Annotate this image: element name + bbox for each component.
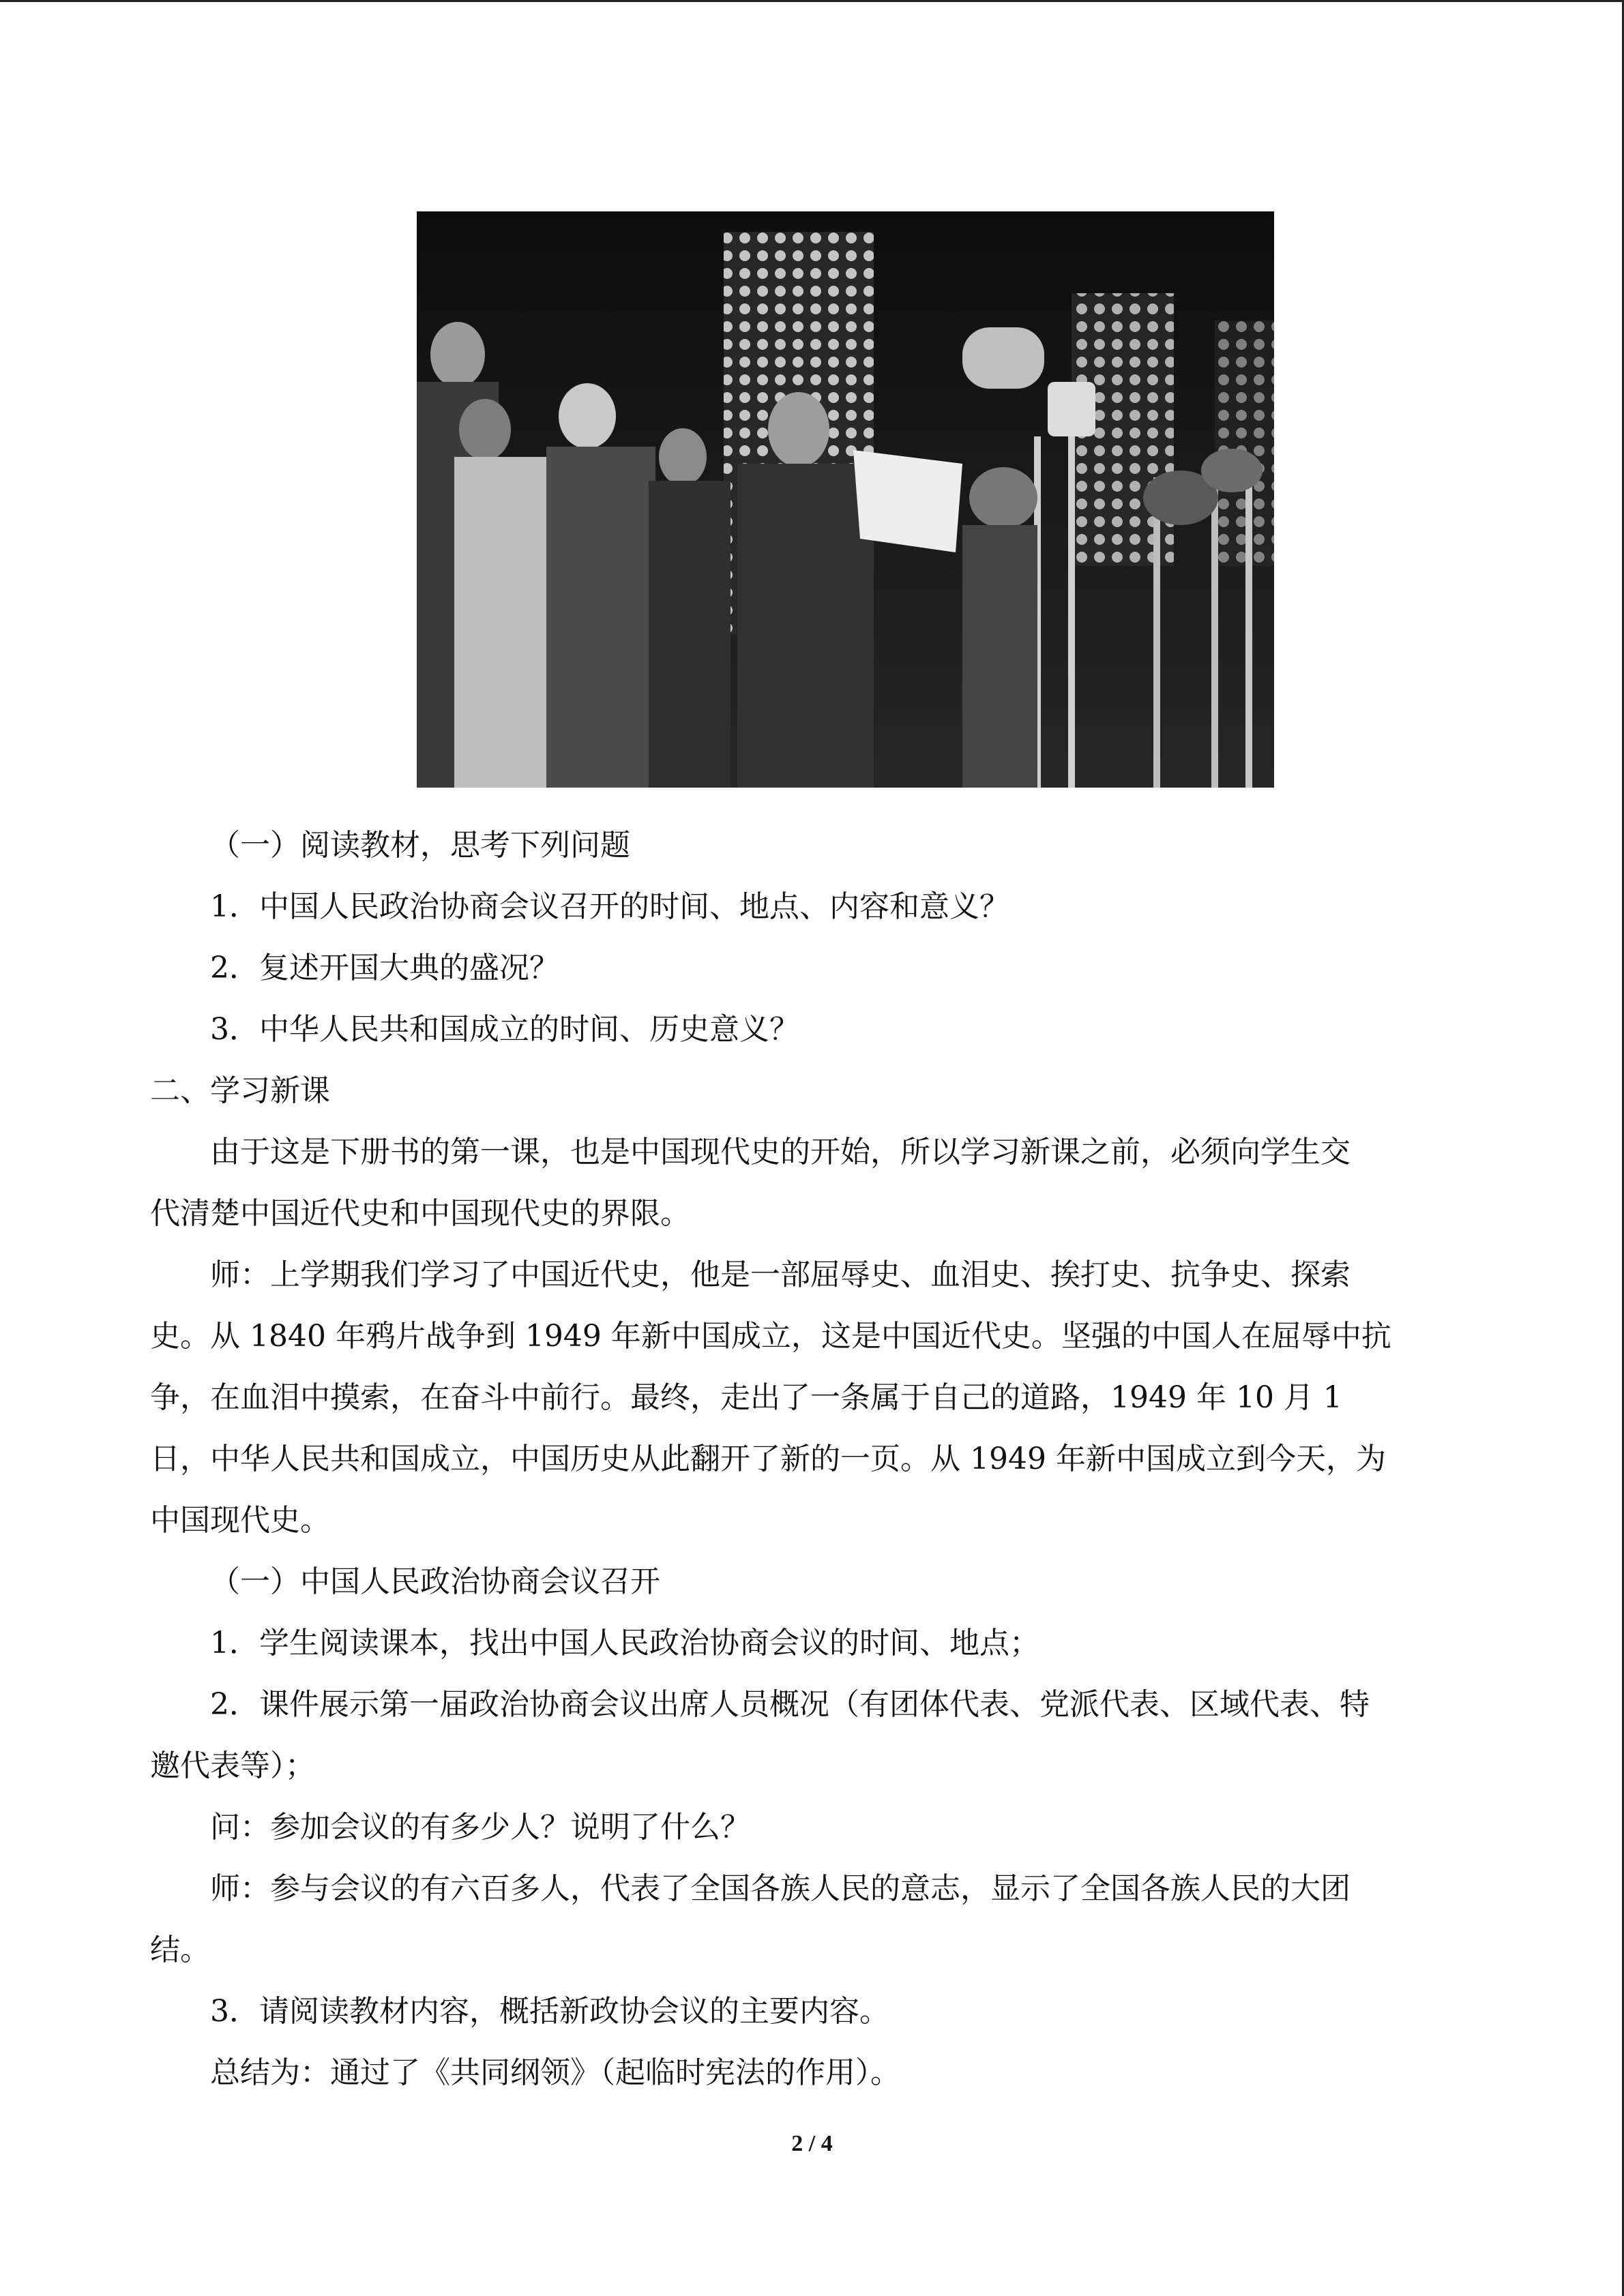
paragraph-line: 由于这是下册书的第一课，也是中国现代史的开始，所以学习新课之前，必须向学生交 [210,1135,1350,1169]
question-item: 1．中国人民政治协商会议召开的时间、地点、内容和意义？ [210,889,1009,924]
summary-line: 总结为：通过了《共同纲领》（起临时宪法的作用）。 [210,2055,900,2090]
paragraph-line: 邀代表等）； [150,1748,315,1783]
answer-line: 师：参与会议的有六百多人，代表了全国各族人民的意志，显示了全国各族人民的大团 [210,1871,1350,1906]
section-heading-new-lesson: 二、学习新课 [150,1073,330,1108]
paragraph-line: 结。 [150,1933,210,1967]
paragraph-line: 史。从 1840 年鸦片战争到 1949 年新中国成立，这是中国近代史。坚强的中国人在屈辱中抗 [150,1319,1391,1354]
list-item: 3．请阅读教材内容，概括新政协会议的主要内容。 [210,1994,889,2029]
subheading-cppcc: （一）中国人民政治协商会议召开 [210,1564,660,1599]
paragraph-line: 争，在血泪中摸索，在奋斗中前行。最终，走出了一条属于自己的道路，1949 年 10 月 1 [150,1380,1342,1415]
document-body [150,815,1473,2104]
page-number: 2 / 4 [791,2131,833,2156]
question-line: 问：参加会议的有多少人？说明了什么？ [210,1810,750,1845]
paragraph-line: 日，中华人民共和国成立，中国历史从此翻开了新的一页。从 1949 年新中国成立到今天，为 [150,1442,1386,1476]
question-item: 3．中华人民共和国成立的时间、历史意义？ [210,1012,799,1047]
founding-ceremony-photo [417,211,1274,788]
list-item: 1．学生阅读课本，找出中国人民政治协商会议的时间、地点； [210,1626,1039,1660]
list-item: 2．课件展示第一届政治协商会议出席人员概况（有团体代表、党派代表、区域代表、特 [210,1687,1370,1722]
paragraph-line: 中国现代史。 [150,1503,330,1538]
subheading-reading-questions: （一）阅读教材，思考下列问题 [210,828,630,863]
paragraph-line: 师：上学期我们学习了中国近代史，他是一部屈辱史、血泪史、挨打史、抗争史、探索 [210,1257,1350,1292]
photo-illustration [417,211,1274,788]
question-item: 2．复述开国大典的盛况？ [210,951,559,985]
paragraph-line: 代清楚中国近代史和中国现代史的界限。 [150,1196,690,1231]
